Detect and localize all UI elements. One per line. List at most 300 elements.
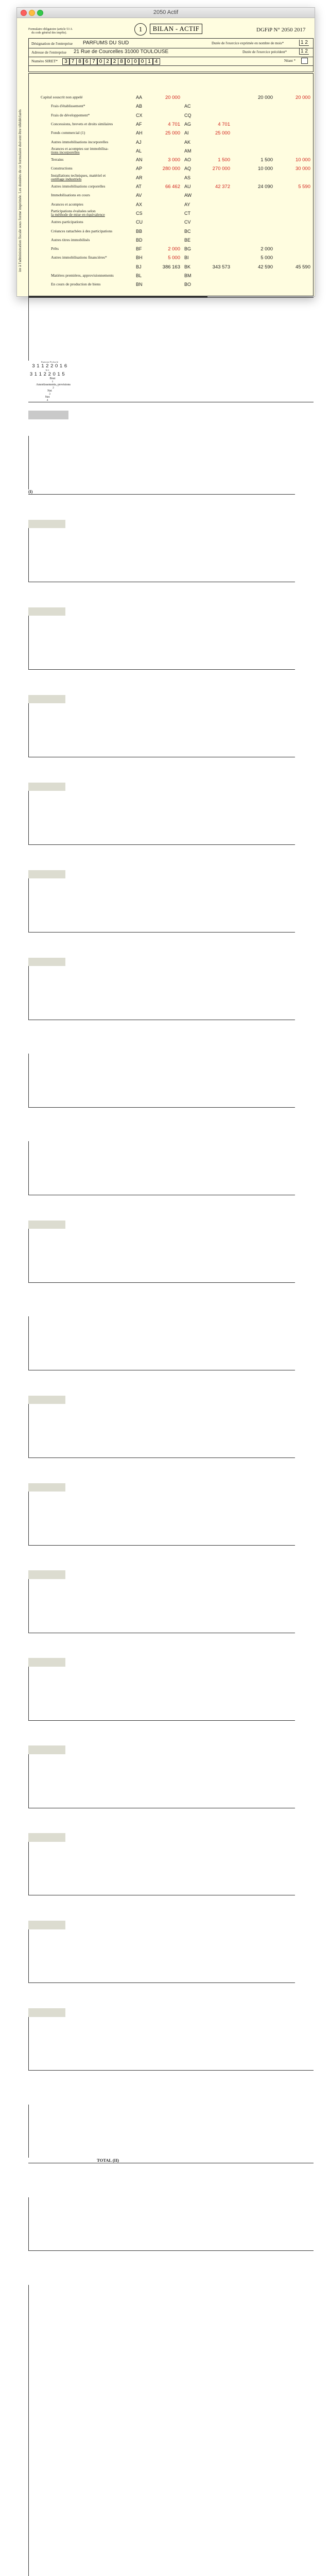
col-sep	[28, 1956, 314, 1965]
amort-cell[interactable]	[28, 503, 68, 511]
col-sep	[28, 1256, 314, 1264]
field-code: AL	[136, 148, 142, 154]
col-sep	[28, 1781, 314, 1790]
col-sep	[28, 481, 314, 489]
col-sep	[28, 1080, 314, 1089]
brut-cell[interactable]	[28, 1020, 67, 1028]
row-label: Créances rattachées à des participations	[51, 228, 113, 233]
field-code: AR	[136, 175, 143, 180]
amort-cell[interactable]	[28, 853, 68, 861]
col-sep	[28, 445, 314, 453]
amort-cell[interactable]	[28, 1641, 68, 1650]
field-code: AI	[184, 130, 189, 136]
net-cell	[28, 1562, 71, 1570]
col-sep	[28, 1772, 314, 1781]
col-sep	[28, 1799, 314, 1807]
col-sep	[28, 2140, 314, 2149]
net-cell	[28, 1299, 71, 1308]
amort-cell[interactable]	[28, 1466, 68, 1475]
amort-cell[interactable]	[28, 1204, 68, 1212]
siret-digit: 7	[90, 58, 97, 65]
brut-value: 3 000	[168, 157, 180, 163]
prev-duration-label: Durée de l'exercice précédent*	[242, 50, 287, 54]
col-sep	[28, 2053, 314, 2061]
row-label: Constructions	[51, 166, 73, 171]
form-note-1: Formulaire obligatoire (article 53 A	[28, 28, 73, 31]
field-code: CV	[184, 219, 191, 225]
col-sep	[28, 546, 314, 555]
net-cell	[28, 861, 71, 870]
field-code: BH	[136, 255, 143, 261]
amort-cell[interactable]	[28, 2079, 68, 2088]
exercise-date: 3 1 1 2 2 0 1 6	[32, 363, 67, 369]
prev-cell[interactable]	[28, 1221, 65, 1229]
col-sep	[28, 878, 314, 887]
col-sep	[28, 1754, 314, 1763]
amort-value: 1 500	[218, 157, 230, 163]
net-cell	[28, 1124, 71, 1132]
amort-cell[interactable]	[28, 1028, 68, 1037]
col-sep	[28, 2285, 314, 2294]
brut-cell[interactable]	[28, 1195, 67, 1204]
col-sep	[28, 2044, 314, 2053]
prev-cell[interactable]	[28, 2008, 65, 2016]
field-code: AV	[136, 193, 142, 198]
col-sep	[28, 1579, 314, 1588]
field-code: AA	[136, 95, 143, 100]
row-label: Concessions, brevets et droits similaires	[51, 121, 113, 126]
col-sep	[28, 1929, 314, 1938]
field-code: CU	[136, 219, 143, 225]
col-sep	[28, 2149, 314, 2158]
col-sep	[28, 1667, 314, 1675]
col-sep	[28, 1002, 314, 1010]
field-code: AP	[136, 166, 143, 172]
field-code: CQ	[184, 112, 192, 118]
group-sep	[28, 2499, 314, 2576]
col-sep	[28, 2329, 314, 2338]
col-sep	[28, 914, 314, 923]
net-cell	[28, 2180, 71, 2189]
duration-value[interactable]: 1 2	[299, 40, 309, 46]
prev-cell[interactable]	[28, 695, 65, 703]
col-sep	[28, 887, 314, 896]
row-label: Capital souscrit non appelé	[41, 95, 83, 99]
col-sep	[28, 800, 314, 808]
col-sep	[28, 826, 314, 835]
prev-cell[interactable]	[28, 1308, 65, 1316]
col-sep	[28, 1141, 314, 1150]
brut-cell[interactable]	[28, 2163, 67, 2172]
net-cell	[28, 949, 71, 957]
col-sep	[28, 1229, 314, 1238]
col-sep	[28, 1536, 314, 1545]
col-sep	[28, 1492, 314, 1500]
field-code: BI	[184, 255, 189, 261]
field-code: BG	[184, 246, 192, 252]
dgfip-label: DGFiP N° 2050 2017	[256, 27, 306, 33]
col-sep	[28, 1684, 314, 1693]
brut-cell[interactable]	[28, 845, 67, 853]
brut-cell[interactable]	[28, 582, 67, 590]
row-label: Avances et acomptes sur immobilisa-	[51, 146, 109, 151]
prev-cell[interactable]	[28, 520, 65, 528]
net-value: 5 000	[260, 255, 273, 261]
brut-value: 280 000	[162, 166, 180, 172]
field-code: AX	[136, 201, 143, 207]
brut-cell[interactable]	[28, 1633, 67, 1641]
col-sep	[28, 642, 314, 651]
brut-cell[interactable]	[28, 402, 67, 411]
exercise-label: Exercice N clos le	[41, 361, 58, 363]
row-line	[28, 669, 295, 670]
brut-cell[interactable]	[28, 1458, 67, 1466]
col-sep	[28, 818, 314, 826]
title-bar	[17, 8, 315, 18]
prev-cell[interactable]	[28, 1570, 65, 1579]
amort-cell[interactable]	[28, 766, 68, 774]
row-label: Autres immobilisations corporelles	[51, 184, 106, 189]
field-code: BM	[184, 273, 192, 278]
net-value: 2 000	[260, 246, 273, 252]
col-sep	[28, 2122, 314, 2131]
amort-cell[interactable]	[28, 1992, 68, 2000]
col-sep	[28, 537, 314, 546]
col-sep	[28, 1159, 314, 1168]
neant-label: Néant *	[284, 59, 296, 63]
amort-cell	[28, 411, 68, 419]
field-code: CS	[136, 210, 143, 216]
col-sep	[28, 1588, 314, 1597]
col-sep	[28, 1439, 314, 1448]
field-code: AJ	[136, 139, 142, 145]
brut-cell[interactable]	[28, 2071, 67, 2079]
col-sep	[28, 660, 314, 669]
col-sep	[28, 809, 314, 818]
row-line	[28, 2250, 314, 2251]
col-sep	[28, 1072, 314, 1080]
col-sep	[28, 748, 314, 757]
designation-value[interactable]: PARFUMS DU SUD	[83, 40, 129, 46]
amort-cell[interactable]	[28, 1291, 68, 1299]
brut-cell[interactable]	[28, 1108, 67, 1116]
col-sep	[28, 1965, 314, 1974]
col-sep	[28, 1010, 314, 1019]
field-code: BO	[184, 282, 192, 287]
net-value: 10 000	[257, 166, 273, 172]
col-sep	[28, 1623, 314, 1632]
col-sep	[28, 2206, 314, 2215]
col-sep	[28, 1150, 314, 1159]
col-sep	[28, 1054, 314, 1062]
amort-cell[interactable]	[28, 2260, 68, 2268]
prev-cell[interactable]	[28, 1483, 65, 1492]
col-sep	[28, 1273, 314, 1282]
net-cell	[28, 1737, 71, 1745]
amort-cell[interactable]	[28, 1379, 68, 1387]
field-code: AW	[184, 193, 192, 198]
col-sep	[28, 1790, 314, 1799]
col-sep	[28, 2320, 314, 2329]
brut-cell[interactable]	[28, 1895, 67, 1904]
amort-cell[interactable]	[28, 1904, 68, 1912]
net-cell	[28, 2000, 71, 2008]
col-sep	[28, 1431, 314, 1439]
col-sep	[28, 2131, 314, 2140]
col-sep	[28, 1947, 314, 1956]
row-line	[28, 1282, 295, 1283]
col-sep	[28, 1500, 314, 1509]
prev-cell[interactable]	[28, 1658, 65, 1666]
col-sep	[28, 2197, 314, 2206]
siret-digit: 2	[111, 58, 118, 65]
amort-header: Amortissements, provisions	[36, 383, 71, 386]
col-sep	[28, 1518, 314, 1527]
prev-cell[interactable]	[28, 2096, 65, 2104]
field-code: AU	[184, 184, 191, 189]
field-code: CT	[184, 210, 190, 216]
net-col-number: 3	[49, 393, 50, 396]
col-sep	[28, 2035, 314, 2043]
prev-duration-value[interactable]: 1 2	[299, 48, 309, 55]
brut-cell[interactable]	[28, 757, 67, 766]
brut-cell[interactable]	[28, 2251, 67, 2259]
col-sep	[28, 1509, 314, 1518]
row-label: Autres immobilisations financières*	[51, 255, 107, 260]
prev-value: 45 590	[295, 264, 310, 270]
row-line	[28, 1107, 295, 1108]
net-cell	[28, 1825, 71, 1833]
field-code: BD	[136, 237, 143, 243]
row-line	[28, 1982, 295, 1983]
col-sep	[28, 1177, 314, 1185]
col-sep	[28, 1343, 314, 1352]
field-code: AS	[184, 175, 191, 180]
brut-cell[interactable]	[28, 1370, 67, 1379]
row-label: Autres immobilisations incorporelles	[51, 139, 109, 144]
net-cell	[28, 419, 71, 428]
siret-field[interactable]	[62, 58, 191, 65]
siret-digit: 2	[104, 58, 111, 65]
col-sep	[28, 1361, 314, 1369]
col-sep	[28, 1421, 314, 1430]
net-cell	[28, 1912, 71, 1921]
prev-cell[interactable]	[28, 1133, 65, 1141]
col-sep	[28, 721, 314, 730]
amort-value: 42 372	[215, 184, 230, 190]
prev-cell[interactable]	[28, 1396, 65, 1404]
form-number-circle: 1	[134, 23, 147, 36]
field-code: BK	[184, 264, 191, 269]
col-sep	[28, 1711, 314, 1720]
amort-value: 270 000	[212, 166, 230, 172]
net-cell	[28, 774, 71, 782]
field-code: BC	[184, 228, 191, 234]
col-sep	[28, 624, 314, 633]
siret-digit: 3	[62, 58, 70, 65]
col-sep	[28, 2061, 314, 2070]
col-sep	[28, 2215, 314, 2224]
net-value: 20 000	[257, 95, 273, 100]
row-label-line2: tions incorporelles	[51, 150, 80, 155]
col-sep	[28, 1448, 314, 1457]
col-sep	[28, 1316, 314, 1325]
field-code: AC	[184, 104, 191, 109]
col-sep	[28, 1352, 314, 1361]
amort-cell[interactable]	[28, 2172, 68, 2180]
brut-cell[interactable]	[28, 495, 67, 503]
col-sep	[28, 1264, 314, 1273]
net-prev-col-number: 4	[46, 399, 48, 402]
amort-value: 25 000	[215, 130, 230, 137]
net-cell	[28, 687, 71, 695]
window-title: 2050 Actif	[153, 9, 179, 15]
prev-value: 30 000	[295, 166, 310, 172]
prev-value: 5 590	[298, 184, 310, 190]
col-sep	[28, 1877, 314, 1886]
col-sep	[28, 2302, 314, 2311]
col-sep	[28, 1527, 314, 1536]
prev-cell[interactable]	[28, 870, 65, 878]
net-cell	[28, 1212, 71, 1220]
col-sep	[28, 1869, 314, 1877]
net-cell	[28, 2268, 71, 2276]
brut-value: 2 000	[168, 246, 180, 252]
siret-digit: 0	[139, 58, 146, 65]
brut-cell[interactable]	[28, 1808, 67, 1817]
col-sep	[28, 2224, 314, 2232]
net-value: 24 090	[257, 184, 273, 190]
net-header: Net	[47, 389, 52, 393]
amort-cell[interactable]	[28, 678, 68, 686]
siret-digit: 4	[153, 58, 160, 65]
brut-value: 66 462	[165, 184, 180, 190]
prev-cell[interactable]	[28, 783, 65, 791]
prev-cell[interactable]	[28, 2189, 65, 2197]
row-suffix: (I)	[28, 489, 33, 494]
brut-cell[interactable]	[28, 933, 67, 941]
row-line	[28, 1545, 295, 1546]
prev-cell[interactable]	[28, 1045, 65, 1054]
prev-cell[interactable]	[28, 1921, 65, 1929]
field-code: BF	[136, 246, 142, 252]
net-cell	[28, 599, 71, 607]
net-cell	[28, 1650, 71, 1658]
prev-cell[interactable]	[28, 607, 65, 616]
row-label-line2: la méthode de mise en équivalence	[51, 212, 105, 217]
form-title: BILAN - ACTIF	[150, 24, 202, 34]
row-label: En cours de production de biens	[51, 282, 101, 287]
amort-cell[interactable]	[28, 1817, 68, 1825]
neant-checkbox[interactable]	[301, 58, 308, 64]
col-sep	[28, 1938, 314, 1947]
net-cell	[28, 1387, 71, 1395]
col-sep	[28, 1098, 314, 1107]
brut-cell[interactable]	[28, 1721, 67, 1729]
net-prev-header: Net	[45, 396, 50, 399]
field-code: BJ	[136, 264, 142, 269]
col-sep	[28, 1089, 314, 1098]
field-code: BE	[184, 237, 191, 243]
col-sep	[28, 564, 314, 572]
brut-value: 5 000	[168, 255, 180, 261]
brut-header: Brut	[49, 377, 56, 380]
row-label: Installations techniques, matériel et	[51, 173, 106, 178]
header-col-sep	[28, 341, 314, 361]
field-code: AO	[184, 157, 192, 163]
brut-col-number: 1	[51, 380, 54, 383]
col-sep	[28, 1168, 314, 1177]
col-sep	[28, 651, 314, 660]
col-sep	[28, 1886, 314, 1895]
row-line	[28, 1720, 295, 1721]
field-code: BL	[136, 273, 142, 278]
col-sep	[28, 1334, 314, 1343]
amort-cell[interactable]	[28, 1116, 68, 1124]
amort-cell[interactable]	[28, 941, 68, 949]
prev-cell[interactable]	[28, 1745, 65, 1754]
col-sep	[28, 2113, 314, 2122]
brut-cell[interactable]	[28, 1983, 67, 1991]
col-sep	[28, 1597, 314, 1605]
prev-cell[interactable]	[28, 2276, 65, 2284]
field-code: AN	[136, 157, 143, 163]
row-label: Autres titres immobilisés	[51, 237, 90, 242]
amort-cell[interactable]	[28, 1554, 68, 1562]
row-label: Participations évaluées selon	[51, 209, 96, 214]
prev-value: 20 000	[295, 95, 310, 100]
row-label: Prêts	[51, 246, 59, 251]
duration-label: Durée de l'exercice exprimée en nombre de mois*	[212, 41, 284, 45]
brut-cell[interactable]	[28, 1546, 67, 1554]
brut-value: 4 701	[168, 121, 180, 127]
col-sep	[28, 791, 314, 800]
row-label: Frais de développement*	[51, 112, 90, 117]
side-disclaimer: ire à l'administration fiscale sous forme imprimée. Les données de ce formulaire doivent être télédéclarés	[18, 109, 22, 272]
amort-col-number: 2	[53, 386, 54, 389]
field-code: BN	[136, 282, 143, 287]
net-cell	[28, 1037, 71, 1045]
col-sep	[28, 2311, 314, 2320]
prev-cell[interactable]	[28, 1833, 65, 1841]
col-sep	[28, 1842, 314, 1851]
brut-cell[interactable]	[28, 670, 67, 678]
prev-cell[interactable]	[28, 958, 65, 966]
amort-cell[interactable]	[28, 1729, 68, 1737]
col-sep	[28, 1615, 314, 1623]
siret-digit: 8	[118, 58, 125, 65]
prev-cell[interactable]	[28, 428, 65, 436]
col-sep	[28, 896, 314, 905]
prev-date: 3 1 1 2 2 0 1 5	[29, 371, 65, 377]
field-code: AF	[136, 121, 142, 127]
field-code: AB	[136, 104, 143, 109]
net-value: 42 590	[257, 264, 273, 270]
address-value[interactable]: 21 Rue de Courcelles 31000 TOULOUSE	[74, 49, 169, 55]
row-line	[28, 494, 295, 495]
amort-value: 343 573	[212, 264, 230, 270]
col-sep	[28, 2233, 314, 2242]
net-cell	[28, 1475, 71, 1483]
col-sep	[28, 1763, 314, 1772]
amort-cell[interactable]	[28, 590, 68, 599]
prev-value: 10 000	[295, 157, 310, 163]
address-label: Adresse de l'entreprise	[31, 50, 66, 55]
header-col-sep	[28, 298, 314, 310]
row-label: Immobilisations en cours	[51, 193, 90, 198]
col-sep	[28, 1693, 314, 1702]
brut-cell[interactable]	[28, 1283, 67, 1291]
